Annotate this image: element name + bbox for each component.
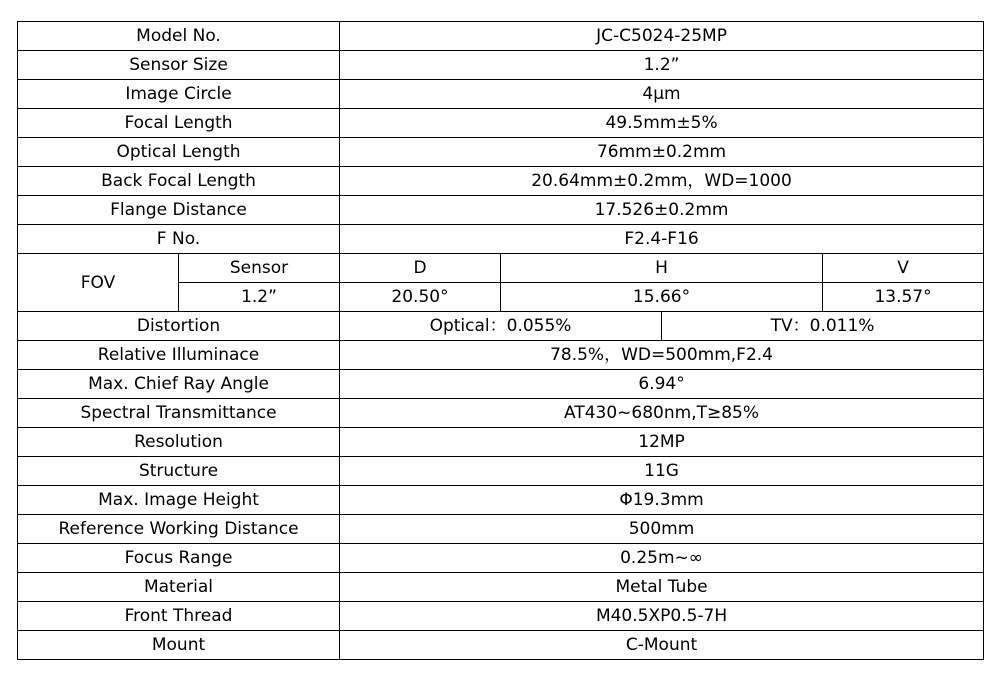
value-cell: 76mm±0.2mm — [340, 138, 984, 167]
value-cell: 78.5%，WD=500mm,F2.4 — [340, 341, 984, 370]
fov-d-value: 20.50° — [340, 283, 501, 312]
table-row-f-no — [18, 225, 984, 254]
table-row-max-image-height — [18, 486, 984, 515]
label-cell: Material — [18, 573, 340, 602]
value-cell: Metal Tube — [340, 573, 984, 602]
table-row-model — [18, 22, 984, 51]
label-cell: Focus Range — [18, 544, 340, 573]
distortion-tv-cell: TV：0.011% — [662, 312, 984, 341]
label-cell: Reference Working Distance — [18, 515, 340, 544]
value-cell: 6.94° — [340, 370, 984, 399]
value-cell: 12MP — [340, 428, 984, 457]
fov-sensor-header: Sensor — [179, 254, 340, 283]
value-cell: JC-C5024-25MP — [340, 22, 984, 51]
label-cell: Spectral Transmittance — [18, 399, 340, 428]
value-cell: M40.5XP0.5-7H — [340, 602, 984, 631]
value-cell: 11G — [340, 457, 984, 486]
table-row-relative-illuminace — [18, 341, 984, 370]
label-cell: Max. Chief Ray Angle — [18, 370, 340, 399]
label-cell: Max. Image Height — [18, 486, 340, 515]
table-row-optical-length — [18, 138, 984, 167]
table-row-focal-length — [18, 109, 984, 138]
spec-sheet — [17, 21, 983, 660]
table-row-spectral-transmittance — [18, 399, 984, 428]
table-row-sensor-size — [18, 51, 984, 80]
value-cell: 49.5mm±5% — [340, 109, 984, 138]
label-cell: Mount — [18, 631, 340, 660]
table-row-image-circle — [18, 80, 984, 109]
label-cell: Structure — [18, 457, 340, 486]
value-cell: 500mm — [340, 515, 984, 544]
fov-d-header: D — [340, 254, 501, 283]
label-cell: Resolution — [18, 428, 340, 457]
fov-v-value: 13.57° — [823, 283, 984, 312]
value-cell: 17.526±0.2mm — [340, 196, 984, 225]
table-row-resolution — [18, 428, 984, 457]
fov-sensor-value: 1.2” — [179, 283, 340, 312]
fov-h-header: H — [501, 254, 823, 283]
table-row-structure — [18, 457, 984, 486]
label-cell: Image Circle — [18, 80, 340, 109]
lens-spec-table — [17, 21, 984, 660]
value-cell: 1.2” — [340, 51, 984, 80]
table-row-focus-range — [18, 544, 984, 573]
fov-v-header: V — [823, 254, 984, 283]
table-row-working-distance — [18, 515, 984, 544]
label-cell: Relative Illuminace — [18, 341, 340, 370]
table-row-front-thread — [18, 602, 984, 631]
label-cell: Flange Distance — [18, 196, 340, 225]
distortion-optical-cell: Optical：0.055% — [340, 312, 662, 341]
label-cell: F No. — [18, 225, 340, 254]
table-row-flange-distance — [18, 196, 984, 225]
fov-label-cell: FOV — [18, 254, 179, 312]
value-cell: C-Mount — [340, 631, 984, 660]
label-cell: Back Focal Length — [18, 167, 340, 196]
value-cell: F2.4-F16 — [340, 225, 984, 254]
fov-h-value: 15.66° — [501, 283, 823, 312]
table-row-mount — [18, 631, 984, 660]
table-row-material — [18, 573, 984, 602]
label-cell: Optical Length — [18, 138, 340, 167]
value-cell: AT430~680nm,T≥85% — [340, 399, 984, 428]
value-cell: 0.25m~∞ — [340, 544, 984, 573]
label-cell: Distortion — [18, 312, 340, 341]
table-row-distortion — [18, 312, 984, 341]
table-row-chief-ray-angle — [18, 370, 984, 399]
label-cell: Front Thread — [18, 602, 340, 631]
label-cell: Sensor Size — [18, 51, 340, 80]
table-row-fov-header — [18, 254, 984, 283]
table-row-back-focal-length — [18, 167, 984, 196]
value-cell: 4μm — [340, 80, 984, 109]
label-cell: Model No. — [18, 22, 340, 51]
label-cell: Focal Length — [18, 109, 340, 138]
value-cell: 20.64mm±0.2mm，WD=1000 — [340, 167, 984, 196]
value-cell: Φ19.3mm — [340, 486, 984, 515]
